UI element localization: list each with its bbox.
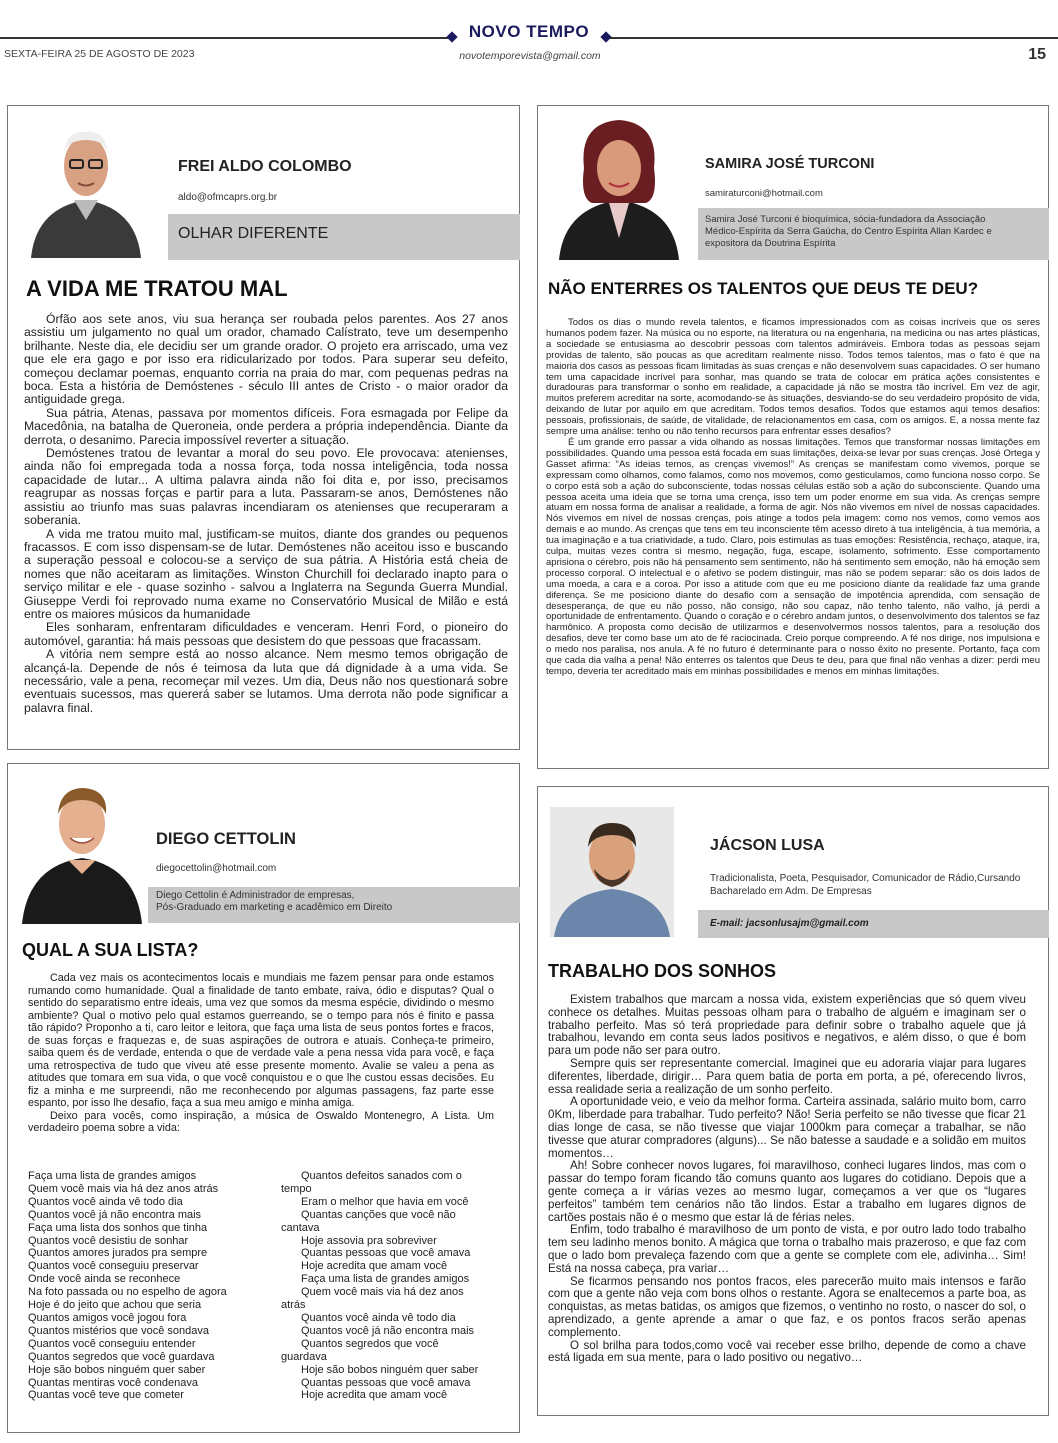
- paragraph: Todos os dias o mundo revela talentos, e ficamos impressionados com as coisas incríveis que os seres humanos podem fazer. Na música ou no esporte, na literatura ou na engenharia, na medicina ou nas artes plásticas, a sociedade se entusiasma ao descobrir pessoas com talentos admiráveis. Embora todas as pessoas sejam providas de talento, são poucas as que acreditam realmente nisso. Todos temos talentos, mas o fato é que na maioria dos casos as pessoas ficam limitadas às suas crenças e não desenvolvem suas capacidades. O ser humano tem uma capacidade incrível para sonhar, mas quando se trata de colocar em prática ações consistentes e duradouras para transformar o sonho em realidade, a capacidade já não se mostra tão incrível. Em vez de agir, muitos preferem acreditar na sorte, acomodando-se às situações, desviando-se do seu verdadeiro propósito de vida, deixando de lutar por aquilo em que acreditam. Todos temos desafios. Todos que estamos aqui temos desafios: pessoais, profissionais, de saúde, de vitalidade, de relacionamentos em casa, com os amigos. E, a nossa mente faz sempre uma análise: tenho ou não tenho recursos para enfrentar esses desafios?: [546, 317, 1040, 438]
- paragraph: É um grande erro passar a vida olhando as nossas limitações. Temos que transformar nossas limitações em possibilidades. Quando uma pessoa está focada em suas limitações, deixa-se levar por suas crenças. José Ortega y Gasset afirma: “As ideias temos, as crenças vivemos!” As crenças se manifestam como vivemos, porque se expressam como olhamos, como falamos, como nos movemos, como gesticulamos, como funciona nosso corpo. Se o corpo está sob a ação do subconsciente, todas nossas células estão sob a ação do subconsciente. Quando uma pessoa aceita uma ideia que se torna uma crença, isso tem um poder enorme em sua vida. As crenças sempre atuam em nossa forma de analisar a realidade, a forma de agir. Nós não vivemos em nível de nossas capacidades. Nós vivemos em nível de nossas crenças, pois atinge a todos pela imagem: como nos vemos, como vemos aos demais e ao mundo. As crenças que tens em teu inconsciente têm acesso direto à tua inteligência, à tua memória, a tua imaginação e a tua criatividade, a tudo. Claro, pois estimulas as tuas emoções: Resistência, rechaço, ataque, ira, culpa, muitas vezes contra si mesmo, negação, fuga, escape, isolamento, sofrimento. Esse comportamento aprisiona o cérebro, pois não há pensamento sem sentimento, não há sentimento sem emoção, não há emoção sem processo corporal. O intelectual e o afetivo se podem distinguir, mas não se podem separar: são os dois lados de uma moeda, a cara e a coroa. Por isso a atitude com que eu me posiciono diante da realidade faz uma grande diferença. Se me posiciono diante do desafio com a sensação de impotência aprendida, com sensação de desesperança, de que eu não posso, não consigo, não sou capaz, não tenho talento, não valho, já perdi a oportunidade de enfrentamento. Quando o coração e o cérebro andam juntos, o desenvolvimento dos talentos se faz harmônico. A proposta como decisão de utilizarmos e desenvolvermos nossos talentos, para a resolução dos desafios, deve ter como base um ato de fé raciocinada. Creio porque compreendo. A fé nos dirige, nos impulsiona e o medo nos paralisa, nos anula. A fé no futuro é determinante para o nosso êxito no presente. Portanto, faça com que cada dia valha a pena! Não enterres os talentos que Deus te deu, para que final não venhas a dizer: perdi meu tempo, deveria ter acreditado mais em minhas possibilidades e menos em minhas limitações.: [546, 436, 1040, 677]
- poem-line: guardava: [281, 1350, 327, 1363]
- masthead-title: NOVO TEMPO: [468, 22, 590, 41]
- poem-line: Quantos segredos que você guardava: [28, 1350, 215, 1363]
- article-body: [28, 972, 494, 1135]
- poem-line: Quantos você ainda vê todo dia: [28, 1195, 183, 1208]
- article-box-aldo: [7, 105, 520, 750]
- poem-line: Faça uma lista de grandes amigos: [28, 1170, 197, 1182]
- paragraph: O sol brilha para todos,como você vai receber esse brilho, depende de como a chave está ligada em sua mente, para o lado positivo ou negativo…: [548, 1338, 1026, 1365]
- poem-line: Quantos segredos que você: [301, 1337, 439, 1350]
- paragraph: Cada vez mais os acontecimentos locais e mundiais me fazem pensar para onde estamos rumando como humanidade. Qual a finalidade de tanto embate, raiva, ódio e disputas? Qual o sentido do separatismo entre ideais, uma vez que somos da mesma espécie, dividindo o mesmo ambiente? Qual o motivo pelo qual estamos guerreando, se o tempo para nós é finito e passa tão rápido? Proponho a ti, caro leitor e leitora, que faça uma lista de seus pontos fortes e fracos, de suas forças e fraquezas e, de suas aspirações de outrora e atuais. Conheça-te primeiro, saiba quem és de verdade, entenda o que de verdade vale a pena nessa vida para você, e faça uma retrospectiva de tudo que viveu até esse presente momento. Avalie se valeu a pena as atitudes que tomara em sua vida, o que você conquistou e o que lhe custou essas decisões. Eu fiz a minha e me surpreendi, não me reconhecendo por algumas passagens, faz parte esse espanto, por isso lhe desafio, faça a sua meu amigo e minha amiga.: [28, 972, 494, 1109]
- poem-line: Hoje acredita que amam você: [301, 1389, 448, 1402]
- poem-line: Quantas canções que você não: [301, 1208, 456, 1221]
- paragraph: Demóstenes tratou de levantar a moral do seu povo. Ele provocava: atenienses, ainda não foi empregada toda a nossa força, toda nossa inteligência, toda nossa capacidade de lutar... A ultima palavra ainda não foi dita e, por isso, precisamos reagrupar as nossas forças e partir para a luta. Passaram-se anos, Demóstenes não assistiu ao triunfo mas suas palavras incendiaram os atenienses que recuperaram a soberania.: [24, 446, 508, 528]
- author-photo-aldo: [26, 108, 146, 258]
- author-email: aldo@ofmcaprs.org.br: [178, 192, 278, 203]
- author-email: diegocettolin@hotmail.com: [156, 863, 277, 874]
- author-photo-diego: [18, 766, 146, 924]
- poem-line: Quantos você ainda vê todo dia: [301, 1311, 456, 1324]
- headline: QUAL A SUA LISTA?: [22, 940, 199, 960]
- page-number: 15: [1028, 46, 1046, 63]
- author-bio: Samira José Turconi é bioquímica, sócia-fundadora da Associação Médico-Espírita da Serra Gaúcha, do Centro Espírita Allan Kardec e expositora da Doutrina Espírita: [705, 214, 992, 249]
- paragraph: Deixo para vocês, como inspiração, a música de Oswaldo Montenegro, A Lista. Um verdadeiro poema sobre a vida:: [28, 1109, 494, 1134]
- poem-line: Quantos você já não encontra mais: [301, 1324, 475, 1337]
- poem-line: Faça uma lista dos sonhos que tinha: [28, 1221, 208, 1234]
- author-email: E-mail: jacsonlusajm@gmail.com: [710, 918, 869, 929]
- poem-line: Quem você mais via há dez anos atrás: [28, 1182, 219, 1195]
- paragraph: Se ficarmos pensando nos pontos fracos, eles parecerão muito mais intensos e farão com que a gente não veja com bons olhos o restante. Agora se enaltecemos a parte boa, as conquistas, as metas batidas, os amigos que fizemos, o ventinho no rosto, o nascer do sol, o aprendizado, a gente aprende a amar o que faz, e os pontos fracos serão apenas complemento.: [548, 1274, 1026, 1339]
- poem-line: Hoje é do jeito que achou que seria: [28, 1299, 202, 1312]
- masthead-rule-left: [0, 37, 448, 39]
- poem-line: Quantos você já não encontra mais: [28, 1208, 202, 1221]
- poem-line: Na foto passada ou no espelho de agora: [28, 1286, 227, 1299]
- article-body: [546, 318, 1040, 678]
- poem-line: Eram o melhor que havia em você: [301, 1195, 469, 1208]
- poem-line: Quantos amigos você jogou fora: [28, 1311, 187, 1324]
- paragraph: Eles sonharam, enfrentaram dificuldades e venceram. Henri Ford, o pioneiro do automóvel, garantia: há mais pessoas que desistem do que pessoas que fracassam.: [24, 620, 508, 648]
- article-body: [548, 994, 1026, 1365]
- poem-line: Quem você mais via há dez anos: [301, 1286, 464, 1299]
- poem-line: Quantos você desistiu de sonhar: [28, 1234, 189, 1247]
- paragraph: A vida me tratou muito mal, justificam-se muitos, diante dos grandes ou pequenos fracassos. E com isso dispensam-se de lutar. Demóstenes não aceitou isso e buscando a superação pessoal e colocou-se a serviço de sua pátria. A História está cheia de nomes que não aceitaram as limitações. Winston Churchill foi declarado inapto para o serviço militar e ele - quase sozinho - salvou a Inglaterra na Segunda Guerra Mundial. Giuseppe Verdi foi reprovado numa exame no Conservatório Musical de Milão e está entre os maiores músicos da humanidade: [24, 526, 508, 621]
- headline: A VIDA ME TRATOU MAL: [26, 276, 288, 301]
- author-email: samiraturconi@hotmail.com: [705, 188, 823, 199]
- author-bio-line1: Tradicionalista, Poeta, Pesquisador, Comunicador de Rádio,Cursando: [710, 873, 1021, 884]
- author-photo-samira: [554, 108, 684, 260]
- paragraph: Ah! Sobre conhecer novos lugares, foi maravilhoso, conheci lugares lindos, mas com o passar do tempo foram ficando tão comuns quanto aos lugares do cotidiano. Depois que a gente começa a ir várias vezes ao mesmo lugar, começamos a ver que os “lugares perfeitos” também tem cenários não tão lindos. Estar a trabalho em lugares dignos de cartões postais não é o mesmo que estar lá de férias neles.: [548, 1159, 1026, 1224]
- paragraph: Enfim, todo trabalho é maravilhoso de um ponto de vista, e por outro lado todo trabalho tem seu ladinho menos bonito. A mágica que torna o trabalho mais prazeroso, e que faz com que o lado bom prevaleça fazendo com que a gente se complete com ele, adivinha… Sim! Está na nossa cabeça, pra variar…: [548, 1223, 1026, 1275]
- poem-line: Quantos você conseguiu preservar: [28, 1260, 199, 1273]
- poem-line: Onde você ainda se reconhece: [28, 1273, 181, 1286]
- poem-line: Quantas pessoas que você amava: [301, 1376, 471, 1389]
- poem-line: cantava: [281, 1221, 320, 1234]
- paragraph: A oportunidade veio, e veio da melhor forma. Carteira assinada, salário muito bom, carro 0Km, liberdade para trabalhar. Tudo perfeito? Não! Seria perfeito se não tivesse que ficar 21 dias longe de casa, se não tivesse que viajar 1000km para começar a trabalhar, se não tivesse que aturar compradores (alguns)... Se não batesse a saudade e a solidão em muitos momentos…: [548, 1095, 1026, 1160]
- masthead-rule-right: [610, 37, 1058, 39]
- poem-line: Quantos você conseguiu entender: [28, 1337, 196, 1350]
- headline: TRABALHO DOS SONHOS: [548, 961, 777, 981]
- poem-line: Faça uma lista de grandes amigos: [301, 1273, 470, 1286]
- poem-line: Quantos mistérios que você sondava: [28, 1324, 209, 1337]
- paragraph: A vitória nem sempre está ao nosso alcance. Nem mesmo temos obrigação de alcançá-la. Depende de nós é teimosa da luta que dá dignidade à a uma vida. Se necessário, vale a pena, recomeçar mil vezes. Um dia, Deus não nos questionará sobre eventuais sucessos, mas quererá saber se lutamos. Uma derrota não pode significar a palavra final.: [24, 647, 508, 715]
- poem-line: atrás: [281, 1299, 306, 1312]
- poem-right-column: [281, 1170, 511, 1402]
- article-box-diego: [7, 763, 520, 1433]
- paragraph: Órfão aos sete anos, viu sua herança ser roubada pelos parentes. Aos 27 anos assistiu um julgamento no qual um orador, chamado Calístrato, teve um desempenho brilhante. Neste dia, ele decidiu ser um grande orador. O projeto era arriscado, uma vez que ele era gago e por isso era ridicularizado por todos. Para superar seu defeito, começou declamar poemas, enquanto corria na praia do mar, com pequenas pedras na boca. Esta a história de Demóstenes - século III antes de Cristo - o maior orador da antiguidade grega.: [24, 312, 508, 407]
- poem-line: Hoje acredita que amam você: [301, 1260, 448, 1273]
- poem-left-column: [28, 1170, 278, 1402]
- author-bio-line1: Diego Cettolin é Administrador de empresas,: [156, 890, 355, 901]
- poem-line: Hoje são bobos ninguém quer saber: [28, 1363, 206, 1376]
- author-name: JÁCSON LUSA: [710, 837, 825, 854]
- author-bio-line2: Bacharelado em Adm. De Empresas: [710, 886, 872, 897]
- poem-line: Quantos defeitos sanados com o: [301, 1170, 462, 1182]
- poem-line: tempo: [281, 1182, 312, 1195]
- poem-line: Quantas você teve que cometer: [28, 1389, 184, 1402]
- poem-line: Hoje assovia pra sobreviver: [301, 1234, 437, 1247]
- issue-date: SEXTA-FEIRA 25 DE AGOSTO DE 2023: [4, 48, 195, 60]
- paragraph: Sua pátria, Atenas, passava por momentos difíceis. Fora esmagada por Felipe da Macedônia, na batalha de Queroneia, onde perdera a própria independência. Diante da derrota, o desanimo. Parecia impossível reverter a situação.: [24, 405, 508, 447]
- poem-line: Hoje são bobos ninguém quer saber: [301, 1363, 479, 1376]
- headline: NÃO ENTERRES OS TALENTOS QUE DEUS TE DEU?: [548, 279, 979, 298]
- article-body: [24, 313, 508, 715]
- article-box-samira: [537, 105, 1049, 769]
- poem-line: Quantas pessoas que você amava: [301, 1247, 471, 1260]
- poem-line: Quantas mentiras você condenava: [28, 1376, 198, 1389]
- author-photo-jacson: [550, 807, 674, 937]
- newspaper-email: novotemporevista@gmail.com: [459, 50, 601, 62]
- poem-line: Quantos amores jurados pra sempre: [28, 1247, 208, 1260]
- article-box-jacson: [537, 786, 1049, 1416]
- author-name: SAMIRA JOSÉ TURCONI: [705, 156, 875, 172]
- author-name: FREI ALDO COLOMBO: [178, 158, 352, 175]
- paragraph: Sempre quis ser representante comercial. Imaginei que eu adoraria viajar para lugares diferentes, liberdade, dirigir… Para quem batia de porta em porta, a pé, oferecendo livros, essa realidade seria a realização de um sonho perfeito.: [548, 1056, 1026, 1096]
- author-bio-line2: Pós-Graduado em marketing e acadêmico em Direito: [156, 902, 393, 913]
- paragraph: Existem trabalhos que marcam a nossa vida, existem experiências que só quem viveu conhece os detalhes. Muitas pessoas olham para o trabalho de alguém e imaginam ser o trabalho perfeito. Mas só terá propriedade para definir sobre o trabalho aquele que já trabalhou, levando em conta seus lados positivos e negativos, e além disso, o que é bom para um pode não ser para outro.: [548, 993, 1026, 1058]
- author-name: DIEGO CETTOLIN: [156, 830, 296, 848]
- section-title: OLHAR DIFERENTE: [178, 225, 329, 242]
